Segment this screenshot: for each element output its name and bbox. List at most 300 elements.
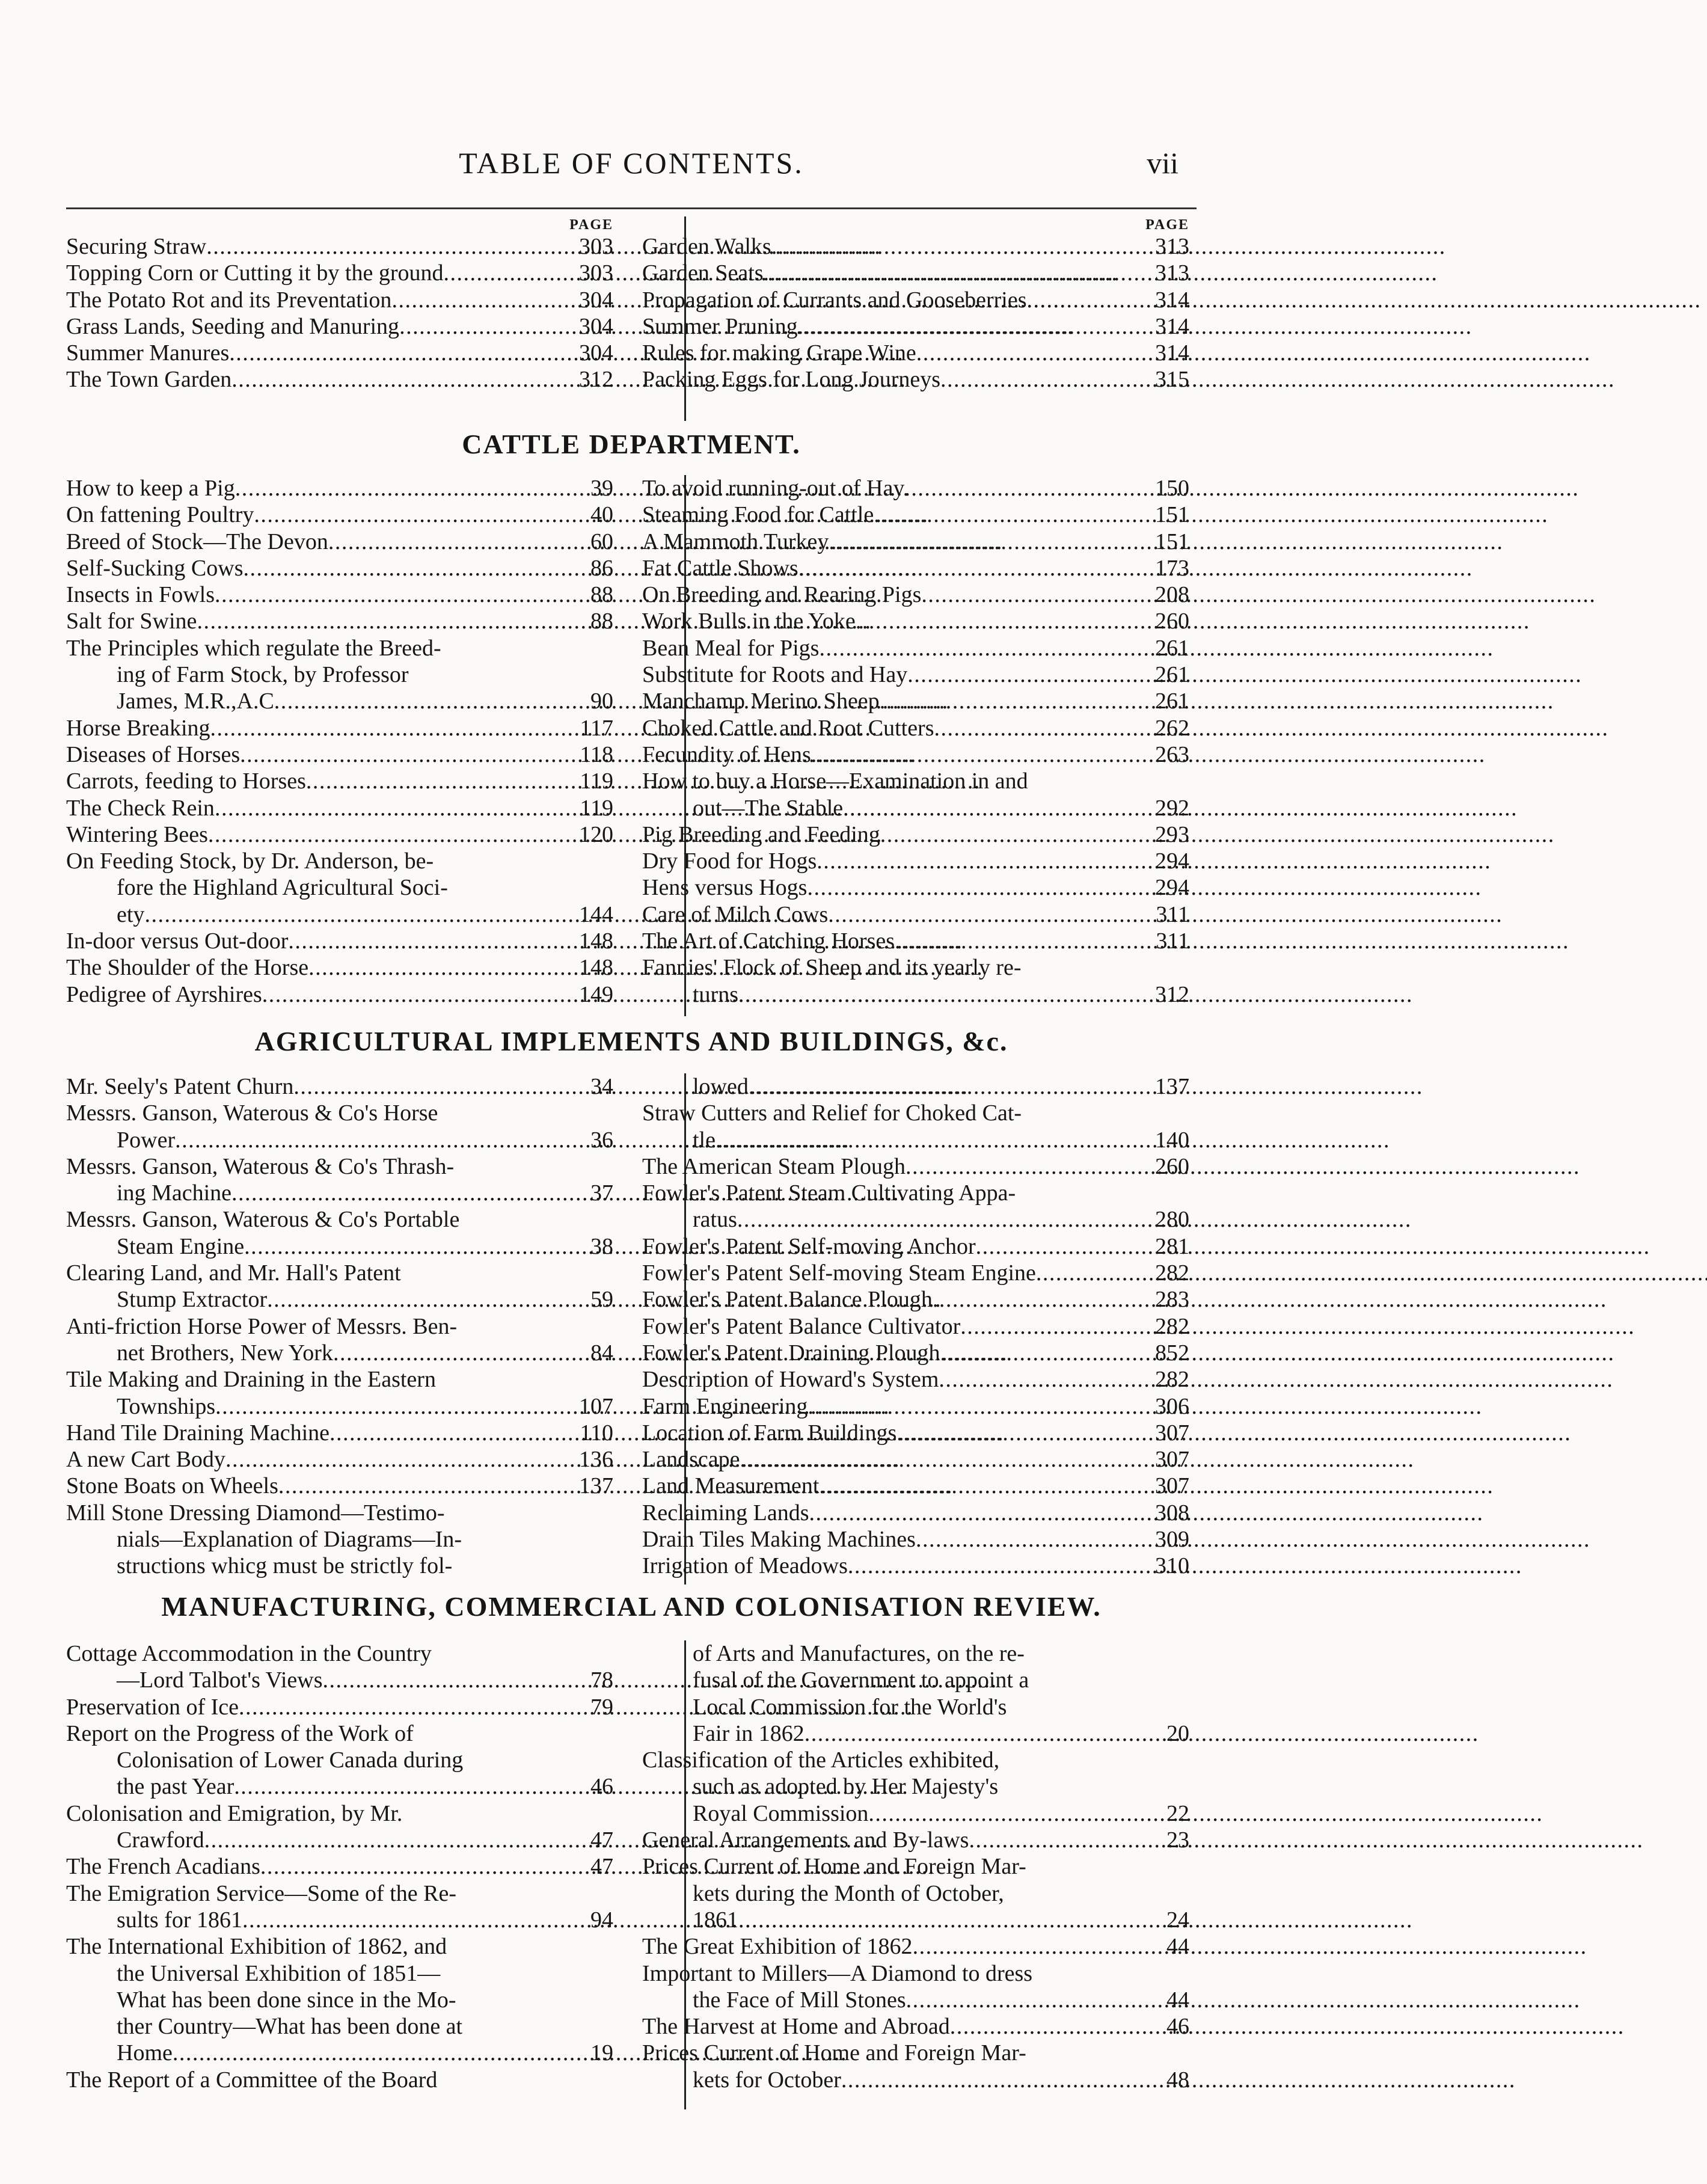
toc-entry-title: ety (117, 901, 145, 927)
toc-entry (66, 2040, 613, 2066)
dot-leader (267, 1286, 574, 1313)
toc-entry-title: Irrigation of Meadows (642, 1553, 848, 1579)
toc-entry-page: 307 (1155, 1447, 1189, 1473)
toc-entry-page: 119 (580, 795, 613, 821)
toc-entry-title: net Brothers, New York (117, 1340, 333, 1366)
toc-entry-page: 140 (1155, 1127, 1189, 1153)
dot-leader (234, 1773, 574, 1800)
dot-leader (771, 233, 1150, 260)
toc-entry (642, 981, 1189, 1008)
page-column-label: PAGE (1145, 217, 1189, 233)
toc-entry-title: The Town Garden (66, 367, 232, 393)
toc-entry (66, 555, 613, 581)
dot-leader (950, 2013, 1150, 2040)
toc-entry-title: Fecundity of Hens (642, 741, 811, 767)
dot-leader (328, 529, 574, 555)
toc-entry-title: Carrots, feeding to Horses (66, 768, 306, 794)
toc-entry (66, 1526, 613, 1553)
dot-leader (934, 715, 1150, 741)
dot-leader (288, 928, 574, 954)
dot-leader (215, 795, 574, 821)
toc-entry-title: General Arrangements and By-laws (642, 1827, 969, 1853)
toc-entry (66, 1694, 613, 1720)
right-column (642, 216, 1189, 393)
dot-leader (738, 1907, 1150, 1933)
toc-entry (642, 954, 1189, 981)
toc-entry-page: 852 (1155, 1340, 1189, 1366)
toc-entry-title: The Check Rein (66, 795, 215, 821)
toc-entry-page: 310 (1155, 1553, 1189, 1579)
dot-leader (175, 1127, 574, 1153)
toc-entry-title: Stump Extractor (117, 1287, 268, 1313)
toc-entry-title: the past Year (117, 1774, 234, 1800)
toc-entry (66, 1313, 613, 1340)
toc-entry-title: Colonisation of Lower Canada during (117, 1747, 464, 1773)
toc-entry-page: 306 (1155, 1393, 1189, 1419)
dot-leader (206, 233, 574, 260)
toc-entry (66, 874, 613, 901)
toc-entry-title: nials—Explanation of Diagrams—In- (117, 1527, 462, 1553)
dot-leader (828, 901, 1150, 928)
toc-entry-title: turns (693, 981, 738, 1007)
dot-leader (764, 260, 1150, 286)
toc-entry (66, 1853, 613, 1880)
toc-entry (66, 529, 613, 555)
dot-leader (798, 313, 1150, 340)
toc-entry-title: Self-Sucking Cows (66, 555, 244, 581)
toc-entry-title: How to buy a Horse—Examination in and (642, 768, 1028, 794)
toc-entry-title: kets during the Month of October, (693, 1880, 1004, 1906)
toc-entry-title: Packing Eggs for Long Journeys (642, 367, 941, 393)
dot-leader (210, 715, 574, 741)
dot-leader (242, 1907, 574, 1933)
toc-entry (66, 1153, 613, 1180)
toc-entry (66, 715, 613, 741)
toc-entry (66, 1640, 613, 1667)
toc-entry (66, 1260, 613, 1286)
dot-leader (1027, 287, 1150, 313)
toc-entry-title: ther Country—What has been done at (117, 2014, 463, 2040)
toc-entry-page: 47 (590, 1854, 613, 1880)
toc-entry (66, 287, 613, 313)
toc-entry-page: 307 (1155, 1420, 1189, 1446)
right-column (642, 475, 1189, 1008)
toc-entry (642, 1500, 1189, 1526)
section-manufacturing (66, 1640, 1197, 2109)
toc-entry-page: 24 (1166, 1907, 1189, 1933)
toc-entry (642, 1366, 1189, 1393)
toc-entry-page: 304 (579, 287, 613, 313)
toc-entry-title: Fat Cattle Shows (642, 555, 798, 581)
toc-entry-page: 260 (1155, 609, 1189, 634)
toc-entry-title: the Universal Exhibition of 1851— (117, 1960, 441, 1986)
toc-entry-title: Pedigree of Ayrshires (66, 981, 262, 1007)
toc-entry-page: 94 (590, 1907, 613, 1933)
toc-entry-page: 137 (579, 1473, 613, 1499)
toc-entry-page: 40 (590, 502, 613, 528)
toc-entry-title: Fowler's Patent Self-moving Anchor (642, 1233, 976, 1259)
toc-entry (642, 581, 1189, 608)
toc-entry-title: Summer Pruning (642, 313, 798, 339)
dot-leader (306, 768, 574, 794)
toc-entry-page: 263 (1155, 741, 1189, 767)
left-column (66, 216, 613, 393)
toc-entry-page: 84 (590, 1340, 613, 1366)
toc-entry-title: Important to Millers—A Diamond to dress (642, 1960, 1033, 1986)
dot-leader (976, 1233, 1150, 1260)
toc-entry-page: 144 (579, 901, 613, 927)
toc-entry-page: 19 (590, 2040, 613, 2066)
toc-entry (642, 1286, 1189, 1313)
toc-entry-title: Stone Boats on Wheels (66, 1473, 278, 1499)
toc-entry-title: Grass Lands, Seeding and Manuring (66, 313, 400, 339)
toc-entry-page: 260 (1155, 1153, 1189, 1179)
dot-leader (308, 954, 574, 981)
toc-entry-title: Fannies' Flock of Sheep and its yearly re- (642, 955, 1022, 981)
toc-entry-title: Prices Current of Home and Foreign Mar- (642, 2040, 1026, 2066)
toc-entry-page: 294 (1155, 875, 1189, 901)
toc-entry-title: Power (117, 1127, 176, 1153)
toc-entry-page: 309 (1155, 1527, 1189, 1553)
toc-entry-title: Tile Making and Draining in the Eastern (66, 1367, 436, 1393)
toc-entry-page: 293 (1155, 821, 1189, 847)
toc-entry-page: 46 (590, 1774, 613, 1800)
toc-entry-title: Classification of the Articles exhibited, (642, 1747, 1000, 1773)
dot-leader (749, 1073, 1150, 1100)
toc-entry (66, 1233, 613, 1260)
toc-entry-title: The Great Exhibition of 1862 (642, 1934, 913, 1960)
toc-entry-page: 38 (590, 1233, 613, 1259)
toc-entry (642, 741, 1189, 768)
toc-entry (66, 1907, 613, 1933)
toc-entry (642, 1393, 1189, 1420)
dot-leader (293, 1073, 574, 1100)
toc-entry (642, 635, 1189, 661)
toc-entry (642, 260, 1189, 286)
dot-leader (940, 366, 1150, 393)
toc-entry-page: 117 (580, 715, 613, 741)
toc-entry (66, 1127, 613, 1153)
toc-entry (66, 2013, 613, 2040)
toc-entry (642, 1827, 1189, 1853)
toc-entry-title: Straw Cutters and Relief for Choked Cat- (642, 1100, 1022, 1126)
toc-entry-title: Home (117, 2040, 173, 2066)
toc-entry-page: 150 (1155, 476, 1189, 501)
left-column (66, 1073, 613, 1580)
toc-entry (66, 741, 613, 768)
toc-entry-title: Fowler's Patent Self-moving Steam Engine (642, 1260, 1036, 1286)
dot-leader (443, 260, 574, 286)
toc-entry-title: Landscape (642, 1447, 740, 1473)
page-title: TABLE OF CONTENTS. (459, 146, 804, 180)
toc-entry-title: Garden Walks (642, 234, 771, 259)
toc-entry-title: Substitute for Roots and Hay (642, 662, 908, 688)
toc-entry-title: tle (693, 1127, 716, 1153)
toc-entry (642, 1233, 1189, 1260)
page-number: vii (1147, 146, 1178, 180)
toc-entry-page: 262 (1155, 715, 1189, 741)
toc-entry-page: 282 (1155, 1367, 1189, 1393)
toc-entry-page: 315 (1155, 367, 1189, 393)
toc-entry (66, 608, 613, 634)
dot-leader (144, 901, 574, 928)
toc-entry (66, 1500, 613, 1526)
dot-leader (215, 581, 574, 608)
toc-entry-page: 136 (579, 1447, 613, 1473)
toc-entry (66, 1553, 613, 1579)
toc-entry-page: 283 (1155, 1287, 1189, 1313)
toc-entry (642, 1880, 1189, 1907)
toc-entry-page: 34 (590, 1074, 613, 1099)
toc-entry-page: 44 (1166, 1987, 1189, 2013)
dot-leader (933, 1286, 1150, 1313)
toc-entry-title: Manchamp Merino Sheep (642, 689, 880, 714)
dot-leader (809, 1500, 1150, 1526)
toc-entry (66, 901, 613, 928)
toc-entry (66, 1286, 613, 1313)
dot-leader (880, 821, 1150, 848)
toc-entry (642, 1960, 1189, 1987)
toc-entry (66, 340, 613, 366)
toc-entry (642, 1206, 1189, 1233)
toc-entry-title: On fattening Poultry (66, 502, 254, 528)
toc-entry (642, 928, 1189, 954)
toc-entry-title: In-door versus Out-door (66, 928, 289, 954)
toc-entry-title: sults for 1861 (117, 1907, 242, 1933)
dot-leader (278, 1473, 574, 1499)
dot-leader (1036, 1260, 1150, 1286)
toc-entry-page: 107 (579, 1393, 613, 1419)
toc-entry-page: 151 (1155, 529, 1189, 554)
toc-entry-page: 282 (1155, 1313, 1189, 1339)
toc-entry-title: Dry Food for Hogs (642, 848, 817, 874)
dot-leader (874, 502, 1150, 528)
toc-entry (66, 768, 613, 794)
toc-entry-title: Rules for making Grape Wine (642, 340, 916, 366)
toc-entry-title: the Face of Mill Stones (693, 1987, 906, 2013)
dot-leader (940, 1340, 1150, 1366)
toc-entry-title: Land Measurement (642, 1473, 820, 1499)
toc-entry-title: Hand Tile Draining Machine (66, 1420, 330, 1446)
toc-entry-page: 20 (1166, 1720, 1189, 1746)
toc-entry (642, 366, 1189, 393)
dot-leader (804, 1720, 1150, 1747)
toc-entry-title: Garden Seats (642, 260, 764, 286)
dot-leader (240, 741, 574, 768)
dot-leader (738, 981, 1150, 1008)
toc-entry-title: of Arts and Manufactures, on the re- (693, 1641, 1025, 1666)
dot-leader (737, 1206, 1150, 1233)
section-general (66, 216, 1197, 421)
dot-leader (197, 608, 574, 634)
toc-entry-title: Townships (117, 1393, 216, 1419)
toc-entry-page: 312 (579, 367, 613, 393)
toc-entry-title: Diseases of Horses (66, 741, 241, 767)
page-column-label: PAGE (569, 217, 613, 233)
toc-entry (66, 1800, 613, 1827)
dot-leader (215, 1393, 574, 1420)
toc-entry-page: 307 (1155, 1473, 1189, 1499)
toc-entry-title: fore the Highland Agricultural Soci- (117, 875, 448, 901)
toc-entry (66, 1180, 613, 1206)
toc-entry-page: 314 (1155, 313, 1189, 339)
right-column (642, 1640, 1189, 2093)
dot-leader (260, 1853, 574, 1880)
toc-entry (642, 1907, 1189, 1933)
toc-entry (642, 1853, 1189, 1880)
dot-leader (939, 1366, 1150, 1393)
dot-leader (895, 928, 1150, 954)
toc-entry (642, 529, 1189, 555)
toc-entry-page: 59 (590, 1287, 613, 1313)
dot-leader (906, 1987, 1150, 2013)
toc-entry-page: 46 (1166, 2014, 1189, 2040)
toc-entry-title: The Harvest at Home and Abroad (642, 2014, 950, 2040)
section-cattle (66, 475, 1197, 1010)
toc-entry-title: How to keep a Pig (66, 476, 235, 501)
toc-entry (66, 313, 613, 340)
toc-entry-title: On Breeding and Rearing Pigs (642, 582, 922, 608)
toc-entry-page: 312 (1155, 981, 1189, 1007)
toc-entry (642, 901, 1189, 928)
toc-entry (642, 688, 1189, 714)
dot-leader (225, 1446, 574, 1473)
toc-entry (642, 1127, 1189, 1153)
dot-leader (811, 741, 1150, 768)
toc-entry (66, 1720, 613, 1747)
toc-entry-title: Choked Cattle and Root Cutters (642, 715, 934, 741)
toc-entry-title: Messrs. Ganson, Waterous & Co's Horse (66, 1100, 438, 1126)
toc-entry-title: Colonisation and Emigration, by Mr. (66, 1800, 403, 1826)
toc-entry (66, 1960, 613, 1987)
toc-entry-title: Description of Howard's System (642, 1367, 939, 1393)
toc-entry-title: Preservation of Ice (66, 1694, 239, 1720)
toc-entry-title: Royal Commission (693, 1800, 869, 1826)
entry-list (66, 475, 613, 1008)
toc-entry-title: The Art of Catching Horses (642, 928, 895, 954)
dot-leader (333, 1340, 574, 1366)
toc-entry-page: 37 (590, 1180, 613, 1206)
toc-entry-title: The Shoulder of the Horse (66, 955, 309, 981)
toc-entry-title: —Lord Talbot's Views (117, 1667, 323, 1693)
toc-entry-title: Topping Corn or Cutting it by the ground (66, 260, 444, 286)
toc-entry-page: 119 (580, 768, 613, 794)
toc-entry-page: 313 (1155, 260, 1189, 286)
toc-entry (66, 260, 613, 286)
toc-entry (66, 821, 613, 848)
toc-entry-title: Bean Meal for Pigs (642, 635, 820, 661)
toc-entry-page: 314 (1155, 340, 1189, 366)
toc-entry (642, 1747, 1189, 1773)
toc-entry-page: 261 (1155, 689, 1189, 714)
toc-entry (642, 848, 1189, 874)
dot-leader (399, 313, 574, 340)
toc-entry (66, 661, 613, 688)
toc-entry-title: A Mammoth Turkey (642, 529, 829, 554)
dot-leader (907, 661, 1150, 688)
toc-entry-title: What has been done since in the Mo- (117, 1987, 456, 2013)
toc-entry (642, 1420, 1189, 1446)
toc-entry (66, 1473, 613, 1499)
dot-leader (740, 1446, 1150, 1473)
toc-entry-page: 44 (1166, 1934, 1189, 1960)
toc-entry (642, 2040, 1189, 2066)
toc-entry (66, 1446, 613, 1473)
toc-entry (642, 313, 1189, 340)
toc-entry-page: 23 (1166, 1827, 1189, 1853)
toc-entry-title: Insects in Fowls (66, 582, 215, 608)
toc-entry (642, 795, 1189, 821)
toc-entry (642, 1773, 1189, 1800)
toc-entry (66, 1880, 613, 1907)
toc-entry (66, 1393, 613, 1420)
toc-entry-title: Fair in 1862 (693, 1720, 804, 1746)
toc-entry-page: 292 (1155, 795, 1189, 821)
toc-entry (66, 1933, 613, 1960)
toc-entry-page: 22 (1166, 1800, 1189, 1826)
toc-entry-title: Salt for Swine (66, 609, 197, 634)
toc-entry-title: Hens versus Hogs (642, 875, 808, 901)
toc-entry-title: The Principles which regulate the Breed- (66, 635, 441, 661)
toc-entry-title: ratus (693, 1207, 737, 1233)
toc-entry (642, 608, 1189, 634)
toc-entry-page: 282 (1155, 1260, 1189, 1286)
toc-entry-page: 308 (1155, 1500, 1189, 1526)
toc-entry (66, 1340, 613, 1366)
dot-leader (262, 981, 574, 1008)
toc-entry-title: ing of Farm Stock, by Professor (117, 662, 409, 688)
dot-leader (916, 1526, 1150, 1553)
toc-entry-title: Steam Engine (117, 1233, 245, 1259)
toc-entry (66, 1100, 613, 1126)
dot-leader (798, 555, 1150, 581)
toc-entry-page: 48 (1166, 2067, 1189, 2093)
toc-entry-page: 47 (590, 1827, 613, 1853)
toc-entry-title: On Feeding Stock, by Dr. Anderson, be- (66, 848, 434, 874)
toc-entry (66, 1420, 613, 1446)
dot-leader (322, 1667, 574, 1693)
dot-leader (274, 688, 574, 714)
dot-leader (913, 1933, 1150, 1960)
toc-entry-page: 314 (1155, 287, 1189, 313)
toc-entry-title: Prices Current of Home and Foreign Mar- (642, 1854, 1026, 1880)
dot-leader (244, 1233, 574, 1260)
toc-entry (642, 1933, 1189, 1960)
toc-entry-page: 311 (1156, 901, 1189, 927)
toc-entry-page: 311 (1156, 928, 1189, 954)
dot-leader (906, 1153, 1150, 1180)
toc-entry (66, 475, 613, 502)
dot-leader (391, 287, 574, 313)
toc-entry (642, 715, 1189, 741)
toc-entry (66, 1667, 613, 1693)
toc-entry (66, 635, 613, 661)
dot-leader (848, 1553, 1150, 1579)
toc-entry-title: ing Machine (117, 1180, 232, 1206)
toc-entry-title: such as adopted by Her Majesty's (693, 1774, 999, 1800)
toc-entry-title: fusal of the Government to appoint a (693, 1667, 1029, 1693)
dot-leader (819, 635, 1150, 661)
toc-entry (66, 366, 613, 393)
toc-entry-title: Fowler's Patent Balance Plough (642, 1287, 933, 1313)
toc-entry (66, 1073, 613, 1100)
toc-entry-page: 148 (579, 955, 613, 981)
toc-entry (642, 1667, 1189, 1693)
toc-entry-title: Local Commission for the World's (693, 1694, 1007, 1720)
toc-entry (66, 928, 613, 954)
toc-entry (642, 1473, 1189, 1499)
toc-entry-title: kets for October (693, 2067, 841, 2093)
